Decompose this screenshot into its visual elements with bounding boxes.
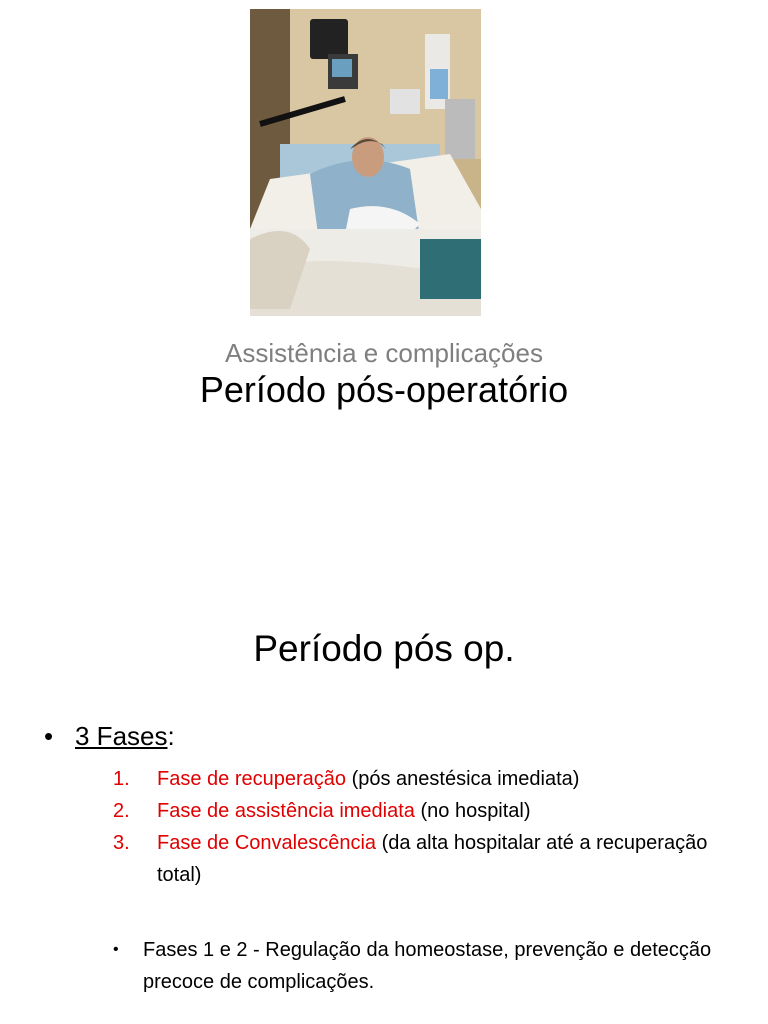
slide-title: Período pós-operatório <box>199 369 569 410</box>
bullet-icon: • <box>113 941 119 958</box>
slide-2 <box>0 576 768 1024</box>
bullet-label: 3 Fases <box>75 721 168 751</box>
phase-name: Fase de Convalescência <box>157 832 377 854</box>
note-text: Fases 1 e 2 - Regulação da homeostase, prevenção e detecção precoce de complicações. <box>143 939 712 993</box>
list-item <box>113 827 753 891</box>
phase-name: Fase de recuperação <box>157 768 347 790</box>
slide-subtitle: Assistência e complicações <box>225 338 543 368</box>
bullet-icon: • <box>44 721 54 751</box>
main-bullet <box>44 720 175 752</box>
list-item <box>113 795 753 827</box>
list-item <box>113 763 753 795</box>
hospital-patient-photo <box>250 9 481 316</box>
phase-detail: (pós anestésica imediata) <box>346 768 580 790</box>
phase-detail: (no hospital) <box>414 800 531 822</box>
note-bullet <box>113 934 733 998</box>
phase-number: 1. <box>113 768 130 790</box>
phase-detail: (da alta hospitalar até a recuperação total) <box>157 832 708 886</box>
phase-number: 2. <box>113 800 130 822</box>
bullet-suffix: : <box>167 721 175 751</box>
phase-number: 3. <box>113 832 130 854</box>
slide-2-title: Período pós op. <box>253 628 515 669</box>
phase-name: Fase de assistência imediata <box>157 800 415 822</box>
phase-list <box>113 763 753 891</box>
